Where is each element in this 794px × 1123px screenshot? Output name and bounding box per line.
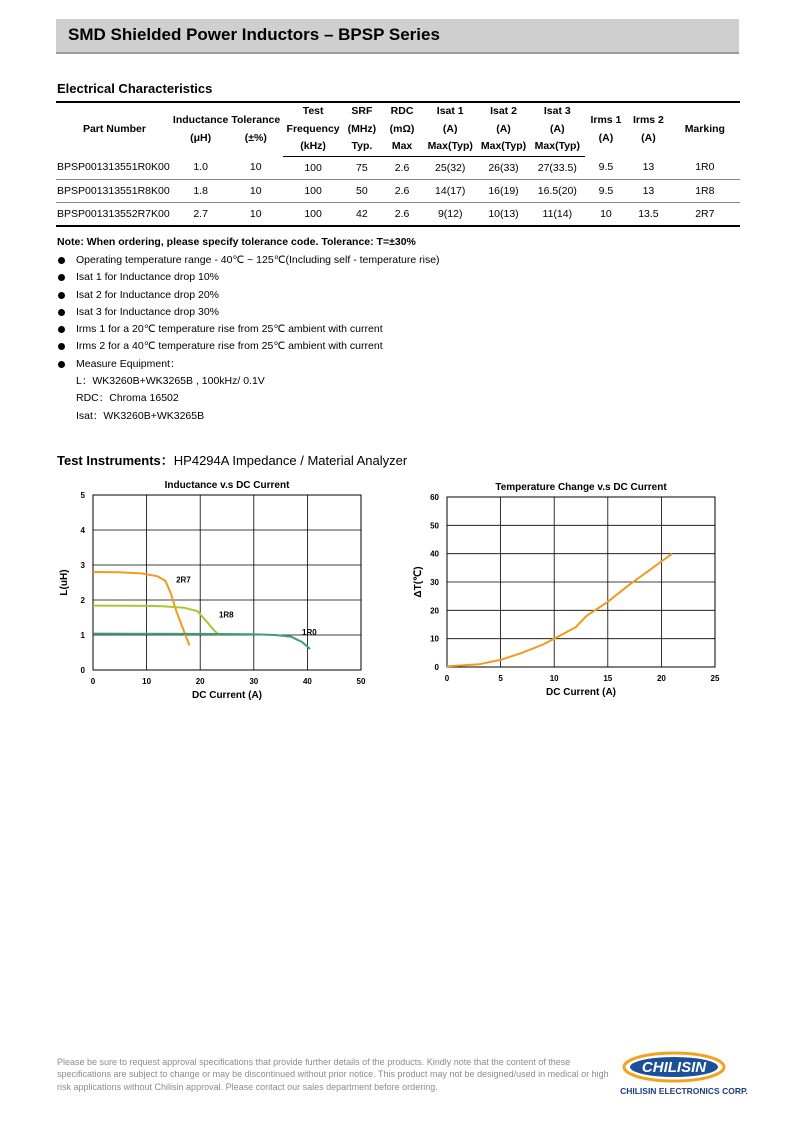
cell-isat1: 14(17) [423, 179, 477, 202]
note-bullet: Isat 3 for Inductance drop 30% [57, 304, 440, 321]
electrical-characteristics-table [56, 101, 740, 227]
cell-inductance: 2.7 [173, 202, 228, 226]
cell-irms1: 10 [585, 202, 627, 226]
cell-rdc: 2.6 [381, 202, 424, 226]
y-tick-label: 60 [430, 493, 439, 502]
header-isat1: Isat 1 [423, 102, 477, 121]
x-tick-label: 40 [302, 677, 312, 686]
header-isat1-2: (A) [442, 122, 458, 135]
header-inductance: Inductance (μH) [173, 102, 228, 156]
header-srf-2: (MHz) [347, 122, 377, 135]
header-test-freq: Test [283, 102, 343, 121]
header-tolerance: Tolerance (±%) [228, 102, 283, 156]
cell-inductance: 1.0 [173, 156, 228, 179]
table-row [56, 202, 740, 226]
note-bullet: Isat 2 for Inductance drop 20% [57, 287, 440, 304]
cell-irms2: 13.5 [627, 202, 669, 226]
cell-tolerance: 10 [228, 179, 283, 202]
x-tick-label: 10 [142, 677, 152, 686]
series-label: 2R7 [176, 575, 191, 585]
series-line [93, 634, 310, 649]
y-tick-label: 0 [434, 663, 439, 672]
cell-isat1: 9(12) [423, 202, 477, 226]
table-row [56, 156, 740, 179]
y-tick-label: 20 [430, 606, 439, 616]
note-bullet: Irms 1 for a 20℃ temperature rise from 25℃ ambient with current [57, 321, 440, 338]
note-bullet: Measure Equipment： [57, 356, 440, 373]
header-isat2-2: (A) [496, 122, 511, 135]
header-test-freq-3: (kHz) [283, 138, 343, 156]
note-bullet: Isat 1 for Inductance drop 10% [57, 269, 440, 286]
note-bullet: Operating temperature range - 40℃ ~ 125℃(Including self - temperature rise) [57, 252, 440, 269]
header-test-freq-2: Frequency [286, 122, 340, 135]
section-title: Electrical Characteristics [57, 81, 213, 96]
cell-isat2: 16(19) [477, 179, 530, 202]
equipment-line: RDC：Chroma 16502 [76, 392, 179, 405]
y-tick-label: 30 [430, 578, 439, 587]
cell-srf: 75 [343, 156, 381, 179]
footer-disclaimer: Please be sure to request approval specifications that provide further details of the products. Kindly note that the content of these specifications are subject to change or may be discontinued without prior notice. This product may not be designed/used in medical or high risk applications without Chilisin approval. Please contact our sales department before ordering. [57, 1057, 609, 1092]
x-tick-label: 50 [356, 677, 366, 686]
cell-test-freq: 100 [283, 179, 343, 202]
chart-title: Temperature Change v.s DC Current [495, 482, 667, 493]
x-tick-label: 5 [498, 674, 503, 683]
cell-irms2: 13 [627, 156, 669, 179]
cell-srf: 42 [343, 202, 381, 226]
y-tick-label: 40 [430, 549, 439, 559]
test-instruments-label: Test Instruments： [57, 453, 174, 468]
header-rdc-3: Max [381, 138, 424, 156]
page-title: SMD Shielded Power Inductors – BPSP Series [68, 25, 440, 44]
x-axis-label: DC Current (A) [546, 687, 616, 698]
cell-isat3: 11(14) [530, 202, 585, 226]
series-label: 1R8 [218, 610, 234, 620]
ordering-note: Note: When ordering, please specify tolerance code. Tolerance: T=±30% [57, 236, 416, 248]
test-instruments [57, 450, 407, 469]
x-tick-label: 10 [549, 674, 559, 683]
cell-part-number: BPSP001313552R7K00 [56, 202, 173, 226]
y-tick-label: 0 [80, 666, 85, 675]
cell-srf: 50 [343, 179, 381, 202]
chilisin-logo-icon [612, 1047, 758, 1099]
page-header [56, 19, 739, 54]
cell-irms1: 9.5 [585, 179, 627, 202]
y-tick-label: 50 [430, 521, 439, 531]
header-irms1: Irms 1 (A) [585, 102, 627, 156]
header-srf: SRF [343, 102, 381, 121]
company-logo [612, 1047, 758, 1099]
cell-isat1: 25(32) [423, 156, 477, 179]
header-rdc-2: (mΩ) [389, 122, 415, 135]
x-tick-label: 20 [195, 677, 205, 686]
header-isat3-3: Max(Typ) [530, 138, 585, 156]
y-tick-label: 3 [80, 561, 85, 570]
inductance-chart [50, 470, 390, 710]
cell-test-freq: 100 [283, 156, 343, 179]
cell-isat2: 26(33) [477, 156, 530, 179]
y-axis-label: L(uH) [59, 569, 70, 596]
x-tick-label: 15 [603, 674, 613, 683]
cell-isat3: 27(33.5) [530, 156, 585, 179]
y-tick-label: 2 [80, 596, 85, 605]
logo-brand-text: CHILISIN [641, 1059, 707, 1076]
logo-company-text: CHILISIN ELECTRONICS CORP. [620, 1086, 748, 1096]
cell-tolerance: 10 [228, 156, 283, 179]
cell-part-number: BPSP001313551R8K00 [56, 179, 173, 202]
x-tick-label: 20 [656, 674, 666, 683]
header-isat1-3: Max(Typ) [423, 138, 477, 156]
cell-marking: 1R8 [670, 179, 740, 202]
cell-irms2: 13 [627, 179, 669, 202]
plot-frame [93, 495, 361, 670]
table-row [56, 179, 740, 202]
cell-tolerance: 10 [228, 202, 283, 226]
equipment-line: L：WK3260B+WK3265B , 100kHz/ 0.1V [76, 375, 265, 388]
x-tick-label: 30 [249, 677, 259, 686]
temperature-chart [400, 470, 740, 710]
x-tick-label: 0 [90, 677, 96, 686]
cell-test-freq: 100 [283, 202, 343, 226]
y-tick-label: 10 [430, 634, 439, 644]
header-isat2-3: Max(Typ) [477, 138, 530, 156]
chart-title: Inductance v.s DC Current [164, 480, 290, 491]
y-tick-label: 4 [80, 526, 85, 535]
cell-rdc: 2.6 [381, 156, 424, 179]
notes-list [57, 252, 440, 425]
cell-inductance: 1.8 [173, 179, 228, 202]
cell-irms1: 9.5 [585, 156, 627, 179]
x-tick-label: 0 [444, 674, 450, 683]
x-axis-label: DC Current (A) [192, 690, 262, 701]
y-tick-label: 5 [80, 491, 85, 500]
y-axis-label: ΔT(℃) [413, 566, 424, 598]
header-rdc: RDC [381, 102, 424, 121]
header-marking: Marking [670, 102, 740, 156]
y-tick-label: 1 [80, 631, 85, 640]
header-isat3-2: (A) [550, 122, 565, 135]
cell-rdc: 2.6 [381, 179, 424, 202]
cell-isat3: 16.5(20) [530, 179, 585, 202]
header-isat2: Isat 2 [477, 102, 530, 121]
header-isat3: Isat 3 [530, 102, 585, 121]
note-bullet: Irms 2 for a 40℃ temperature rise from 25℃ ambient with current [57, 338, 440, 355]
cell-marking: 1R0 [670, 156, 740, 179]
header-irms2: Irms 2 (A) [627, 102, 669, 156]
equipment-line: Isat：WK3260B+WK3265B [76, 409, 205, 422]
cell-marking: 2R7 [670, 202, 740, 226]
header-part-number: Part Number [56, 102, 173, 156]
series-label: 1R0 [302, 628, 317, 637]
x-tick-label: 25 [710, 674, 720, 683]
header-srf-3: Typ. [343, 138, 381, 156]
cell-isat2: 10(13) [477, 202, 530, 226]
test-instruments-value: HP4294A Impedance / Material Analyzer [173, 453, 408, 468]
cell-part-number: BPSP001313551R0K00 [56, 156, 173, 179]
